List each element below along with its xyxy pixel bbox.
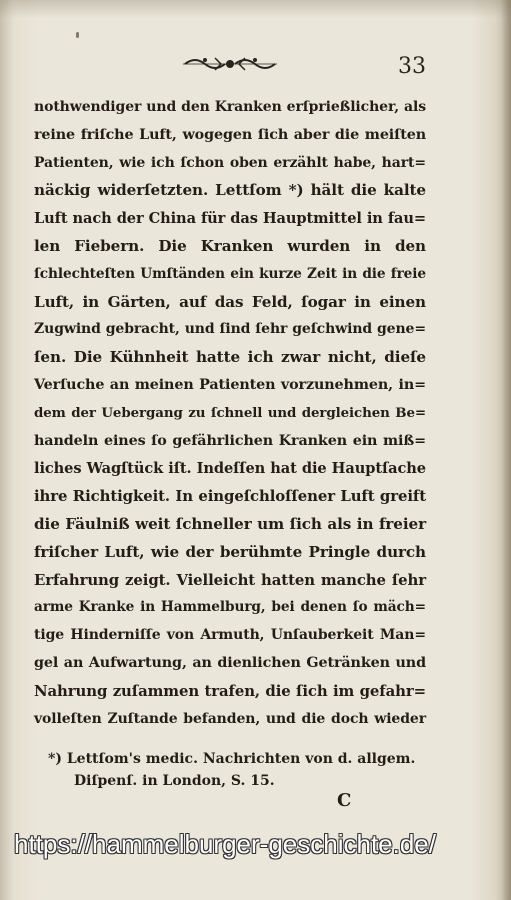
text-line: arme Kranke in Hammelburg, bei denen ſo mäch= [34, 599, 426, 616]
footnote-line: Diſpenſ. in London, S. 15. [74, 773, 275, 789]
text-line: liches Wagſtück iſt. Indeſſen hat die Hauptſache [34, 460, 426, 478]
text-line: reine friſche Luft, wogegen ſich aber die meiſten [34, 126, 426, 143]
page-number: 33 [398, 54, 426, 79]
text-line: Luft nach der China für das Hauptmittel in fau= [34, 210, 426, 228]
footnote [48, 748, 428, 792]
text-line: Verſuche an meinen Patienten vorzunehmen, in= [34, 376, 426, 393]
watermark-url: https://hammelburger-geschichte.de/ [14, 829, 436, 859]
watermark [0, 824, 511, 864]
text-line: tige Hinderniſſe von Armuth, Unſauberkeit Man= [34, 627, 426, 644]
text-line: handeln eines ſo gefährlichen Kranken ein miß= [34, 432, 426, 449]
text-line: Erfahrung zeigt. Vielleicht hatten manche ſehr [34, 570, 426, 589]
text-line: len Fiebern. Die Kranken wurden in den [34, 236, 426, 255]
text-line: Luft, in Gärten, auf das Feld, ſogar in einen [34, 292, 426, 311]
text-line: nothwendiger und den Kranken erſprießlicher, als [34, 99, 426, 115]
body-text [34, 94, 426, 733]
text-line: ſen. Die Kühnheit hatte ich zwar nicht, dieſe [34, 348, 426, 367]
text-line: Zugwind gebracht, und ſind ſehr geſchwind gene= [34, 321, 426, 338]
text-line: näckig widerſetzten. Lettſom *) hält die kalte [34, 181, 426, 200]
text-line: volleſten Zuſtande befanden, und die doch wieder [34, 710, 426, 727]
ink-mark [76, 32, 79, 38]
header-ornament-icon [181, 52, 279, 76]
text-line: friſcher Luft, wie der berühmte Pringle durch [34, 542, 426, 561]
text-line: gel an Aufwartung, an dienlichen Getränken und [34, 654, 426, 671]
text-line: Nahrung zuſammen trafen, die ſich im gefahr= [34, 681, 426, 700]
page-right-edge [501, 0, 511, 900]
printer-signature-mark: C [337, 790, 352, 811]
text-line: Patienten, wie ich ſchon oben erzählt habe, hart= [34, 154, 426, 171]
footnote-line: *) Lettſom's medic. Nachrichten von d. allgem. [48, 751, 416, 767]
text-line: ſchlechteſten Umſtänden ein kurze Zeit in die freie [34, 265, 426, 282]
page-top-shadow [0, 0, 511, 18]
text-line: dem der Uebergang zu ſchnell und dergleichen Be= [34, 404, 426, 421]
text-line: die Fäulniß weit ſchneller um ſich als in freier [34, 514, 426, 533]
text-line: ihre Richtigkeit. In eingeſchloſſener Luft greift [34, 487, 426, 506]
